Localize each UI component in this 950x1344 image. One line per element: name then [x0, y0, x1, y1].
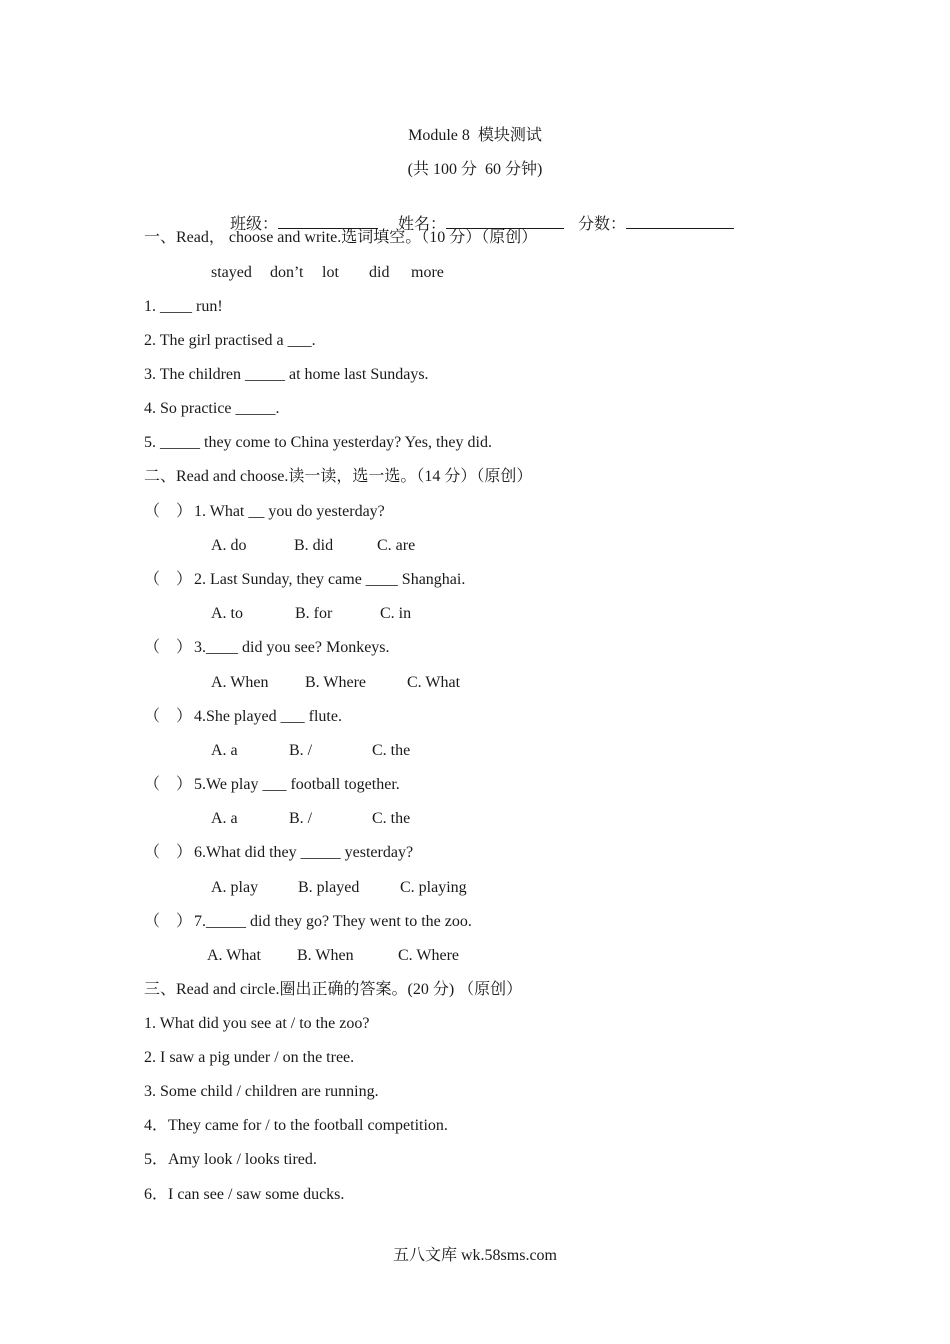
circle-question: 2. I saw a pig under / on the tree.	[144, 1049, 355, 1066]
word-bank-item: lot	[322, 264, 339, 281]
page-subtitle: (共 100 分 60 分钟)	[407, 161, 543, 178]
answer-paren[interactable]: （ ）	[144, 708, 193, 725]
circle-question: 1. What did you see at / to the zoo?	[144, 1015, 370, 1032]
circle-question: 4．They came for / to the football competition.	[144, 1117, 448, 1134]
choice-option: C. the	[372, 810, 411, 827]
choice-option: B. Where	[305, 674, 367, 691]
choice-question: 1. What __ you do yesterday?	[194, 503, 385, 520]
circle-question: 5．Amy look / looks tired.	[144, 1151, 317, 1168]
choice-option: C. are	[377, 537, 416, 554]
fill-question: 5. _____ they come to China yesterday? Yes, they did.	[144, 434, 492, 451]
choice-option: B. for	[295, 605, 333, 622]
choice-question: 6.What did they _____ yesterday?	[194, 844, 414, 861]
word-bank-item: more	[411, 264, 444, 281]
fill-question: 2. The girl practised a ___.	[144, 332, 316, 349]
choice-question: 3.____ did you see? Monkeys.	[194, 639, 390, 656]
choice-option: B. /	[289, 810, 313, 827]
name-blank[interactable]	[446, 214, 564, 229]
score-label: 分数：	[578, 216, 627, 233]
choice-option: C. playing	[400, 879, 467, 896]
circle-question: 6．I can see / saw some ducks.	[144, 1186, 345, 1203]
answer-paren[interactable]: （ ）	[144, 776, 193, 793]
choice-option: A. do	[211, 537, 247, 554]
choice-option: A. play	[211, 879, 259, 896]
choice-option: A. When	[211, 674, 269, 691]
word-bank-item: don’t	[270, 264, 304, 281]
choice-option: B. played	[298, 879, 360, 896]
word-bank-item: did	[369, 264, 390, 281]
answer-paren[interactable]: （ ）	[144, 571, 193, 588]
choice-question: 2. Last Sunday, they came ____ Shanghai.	[194, 571, 466, 588]
choice-question: 5.We play ___ football together.	[194, 776, 400, 793]
section3-heading: 三、Read and circle.圈出正确的答案。(20 分) （原创）	[144, 981, 523, 998]
page-title: Module 8 模块测试	[408, 127, 542, 144]
answer-paren[interactable]: （ ）	[144, 913, 193, 930]
word-bank-item: stayed	[211, 264, 252, 281]
fill-question: 1. ____ run!	[144, 298, 223, 315]
circle-question: 3. Some child / children are running.	[144, 1083, 379, 1100]
choice-question: 4.She played ___ flute.	[194, 708, 342, 725]
choice-option: A. a	[211, 742, 238, 759]
answer-paren[interactable]: （ ）	[144, 844, 193, 861]
choice-option: C. in	[380, 605, 412, 622]
section1-heading: 一、Read， choose and write.选词填空。（10 分）（原创）	[144, 229, 538, 246]
section2-heading: 二、Read and choose.读一读，选一选。（14 分）（原创）	[144, 468, 533, 485]
choice-option: A. What	[207, 947, 261, 964]
choice-question: 7._____ did they go? They went to the zoo.	[194, 913, 472, 930]
footer-watermark: 五八文库 wk.58sms.com	[392, 1247, 557, 1264]
choice-option: B. When	[297, 947, 354, 964]
choice-option: A. to	[211, 605, 243, 622]
class-blank[interactable]	[278, 214, 378, 229]
fill-question: 3. The children _____ at home last Sundays.	[144, 366, 429, 383]
answer-paren[interactable]: （ ）	[144, 639, 193, 656]
choice-option: C. What	[407, 674, 461, 691]
score-blank[interactable]	[626, 214, 734, 229]
choice-option: B. did	[294, 537, 334, 554]
answer-paren[interactable]: （ ）	[144, 503, 193, 520]
class-label: 班级：	[230, 216, 279, 233]
choice-option: A. a	[211, 810, 238, 827]
name-label: 姓名：	[398, 216, 447, 233]
fill-question: 4. So practice _____.	[144, 400, 280, 417]
choice-option: C. Where	[398, 947, 460, 964]
choice-option: B. /	[289, 742, 313, 759]
score-field[interactable]	[570, 194, 734, 235]
choice-option: C. the	[372, 742, 411, 759]
